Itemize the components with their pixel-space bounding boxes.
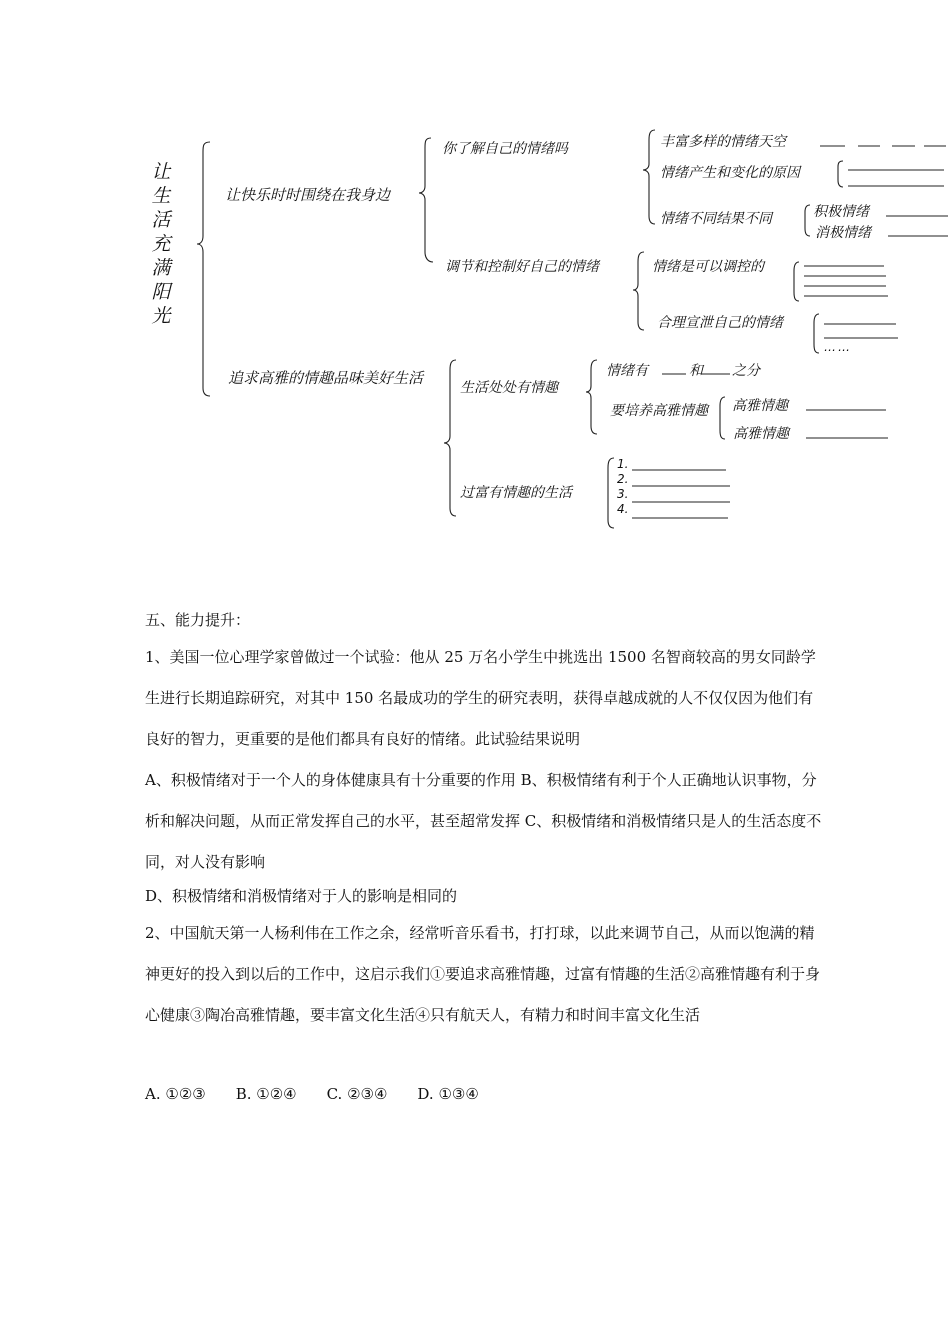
question-2-options: A. ①②③ B. ①②④ C. ②③④ D. ①③④ — [145, 1085, 479, 1103]
ellipsis: …… — [824, 340, 852, 354]
section-heading: 五、能力提升： — [145, 611, 251, 629]
node-life-interest: 生活处处有情趣 — [460, 380, 558, 396]
node-interesting-life: 过富有情趣的生活 — [460, 485, 572, 501]
mindmap-root: 让生活充满阳光 — [151, 161, 171, 327]
leaf-emotions-adjustable: 情绪是可以调控的 — [652, 259, 764, 275]
leaf-negative-emotion: 消极情绪 — [815, 225, 871, 241]
leaf-emotion-division-post: 之分 — [732, 363, 760, 379]
question-1-options-abc: A、积极情绪对于一个人的身体健康具有十分重要的作用 B、积极情绪有利于个人正确地认识事物，分析和解决问题，从而正常发挥自己的水平，甚至超常发挥 C、积极情绪和消极情绪只是人的生活态度不同，对人没有影响 — [145, 771, 822, 871]
node-control-emotions: 调节和控制好自己的情绪 — [445, 259, 599, 275]
question-2-stem: 2、中国航天第一人杨利伟在工作之余，经常听音乐看书，打打球，以此来调节自己，从而以饱满的精神更好的投入到以后的工作中，这启示我们①要追求高雅情趣，过富有情趣的生活②高雅情趣有利于身心健康③陶冶高雅情趣，要丰富文化生活④只有航天人，有精力和时间丰富文化生活 — [145, 924, 821, 1024]
branch-elegant-interest: 追求高雅的情趣品味美好生活 — [228, 369, 424, 387]
list-number-2: 2. — [617, 472, 629, 486]
leaf-emotion-division-mid: 和 — [689, 363, 703, 379]
leaf-elegant-interest-b: 高雅情趣 — [733, 426, 789, 442]
list-number-1: 1. — [617, 457, 629, 471]
leaf-rich-emotions: 丰富多样的情绪天空 — [660, 134, 786, 150]
leaf-emotion-results: 情绪不同结果不同 — [660, 211, 772, 227]
leaf-emotion-division-pre: 情绪有 — [606, 363, 648, 379]
question-1-option-d: D、积极情绪和消极情绪对于人的影响是相同的 — [145, 887, 458, 905]
leaf-emotion-causes: 情绪产生和变化的原因 — [660, 165, 800, 181]
leaf-elegant-interest-a: 高雅情趣 — [732, 398, 788, 414]
question-1-stem: 1、美国一位心理学家曾做过一个试验：他从 25 万名小学生中挑选出 1500 名智商较高的男女同龄学生进行长期追踪研究，对其中 150 名最成功的学生的研究表明，获得卓越成就的人不仅仅因为他们有良好的智力，更重要的是他们都具有良好的情绪。此试验结果说明 — [145, 648, 816, 748]
leaf-vent-emotions: 合理宣泄自己的情绪 — [657, 315, 783, 331]
mindmap-brackets — [0, 0, 950, 560]
leaf-cultivate-interest: 要培养高雅情趣 — [610, 403, 708, 419]
branch-happiness: 让快乐时时围绕在我身边 — [225, 186, 391, 204]
list-number-4: 4. — [617, 502, 629, 516]
list-number-3: 3. — [617, 487, 629, 501]
node-know-emotions: 你了解自己的情绪吗 — [442, 141, 568, 157]
leaf-positive-emotion: 积极情绪 — [813, 204, 869, 220]
